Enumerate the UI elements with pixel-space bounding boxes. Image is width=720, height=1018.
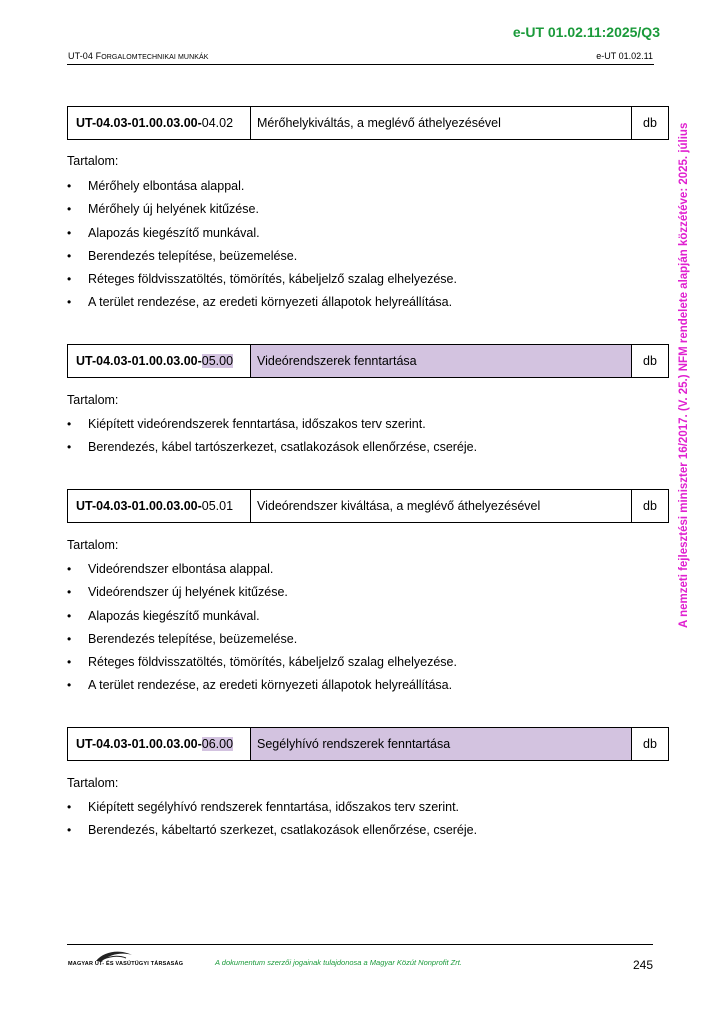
list-item: • Alapozás kiegészítő munkával.: [67, 608, 457, 631]
section-title: UT-04 FORGALOMTECHNIKAI MUNKÁK: [68, 51, 209, 61]
header-rule: [67, 64, 654, 65]
list-item: • Kiépített videórendszerek fenntartása, időszakos terv szerint.: [67, 416, 477, 439]
list-item: • Berendezés telepítése, beüzemelése.: [67, 631, 457, 654]
item-unit: db: [643, 499, 657, 513]
item-code-prefix: UT-04.03-01.00.03.00-: [76, 354, 202, 368]
list-item: • Alapozás kiegészítő munkával.: [67, 225, 457, 248]
item-code: [68, 345, 251, 377]
item-code-suffix: 04.02: [201, 116, 234, 130]
item-title: Segélyhívó rendszerek fenntartása: [251, 728, 632, 760]
list-item: • Mérőhely elbontása alappal.: [67, 178, 457, 201]
list-item: • Mérőhely új helyének kitűzése.: [67, 201, 457, 224]
copyright-notice: A dokumentum szerzői jogainak tulajdonosa a Magyar Közút Nonprofit Zrt.: [215, 958, 462, 967]
item-code-suffix: 05.01: [201, 499, 234, 513]
list-item: • A terület rendezése, az eredeti környezeti állapotok helyreállítása.: [67, 294, 457, 317]
item-table: [67, 489, 669, 523]
item-title: Mérőhelykiváltás, a meglévő áthelyezésével: [251, 107, 632, 139]
item-unit: db: [643, 116, 657, 130]
list-item: • Réteges földvisszatöltés, tömörítés, kábeljelző szalag elhelyezése.: [67, 654, 457, 677]
logo-text: MAGYAR ÚT- ÉS VASÚTÜGYI TÁRSASÁG: [68, 961, 184, 967]
list-item: • Berendezés, kábel tartószerkezet, csatlakozások ellenőrzése, cseréje.: [67, 439, 477, 462]
item-title: Videórendszer kiváltása, a meglévő áthelyezésével: [251, 490, 632, 522]
bullet-list: [67, 799, 477, 846]
list-item: • Kiépített segélyhívó rendszerek fenntartása, időszakos terv szerint.: [67, 799, 477, 822]
item-code-prefix: UT-04.03-01.00.03.00-: [76, 737, 202, 751]
item-code-prefix: UT-04.03-01.00.03.00-: [76, 116, 202, 130]
bullet-list: [67, 416, 477, 463]
content-label: Tartalom:: [67, 154, 119, 168]
doc-code: e-UT 01.02.11:2025/Q3: [512, 24, 660, 40]
list-item: • Réteges földvisszatöltés, tömörítés, kábeljelző szalag elhelyezése.: [67, 271, 457, 294]
item-code: [68, 490, 251, 522]
list-item: • Berendezés telepítése, beüzemelése.: [67, 248, 457, 271]
content-label: Tartalom:: [67, 393, 119, 407]
item-code: [68, 107, 251, 139]
item-code-suffix: 05.00: [201, 354, 234, 368]
item-table: [67, 727, 669, 761]
page-number: 245: [632, 958, 653, 972]
list-item: • Berendezés, kábeltartó szerkezet, csatlakozások ellenőrzése, cseréje.: [67, 822, 477, 845]
item-unit: db: [643, 354, 657, 368]
item-code-suffix: 06.00: [201, 737, 234, 751]
item-table: [67, 106, 669, 140]
content-label: Tartalom:: [67, 538, 119, 552]
item-code-prefix: UT-04.03-01.00.03.00-: [76, 499, 202, 513]
list-item: • A terület rendezése, az eredeti környezeti állapotok helyreállítása.: [67, 677, 457, 700]
item-unit: db: [643, 737, 657, 751]
doc-ref: e-UT 01.02.11: [596, 51, 653, 61]
item-title: Videórendszerek fenntartása: [251, 345, 632, 377]
item-code: [68, 728, 251, 760]
footer-rule: [67, 944, 653, 945]
bullet-list: [67, 178, 457, 318]
side-note: A nemzeti fejlesztési miniszter 16/2017. (V. 25.) NFM rendelete alapján közzétéve: 2025. július: [678, 122, 690, 628]
bullet-list: [67, 561, 457, 701]
list-item: • Videórendszer új helyének kitűzése.: [67, 584, 457, 607]
item-table: [67, 344, 669, 378]
list-item: • Videórendszer elbontása alappal.: [67, 561, 457, 584]
content-label: Tartalom:: [67, 776, 119, 790]
